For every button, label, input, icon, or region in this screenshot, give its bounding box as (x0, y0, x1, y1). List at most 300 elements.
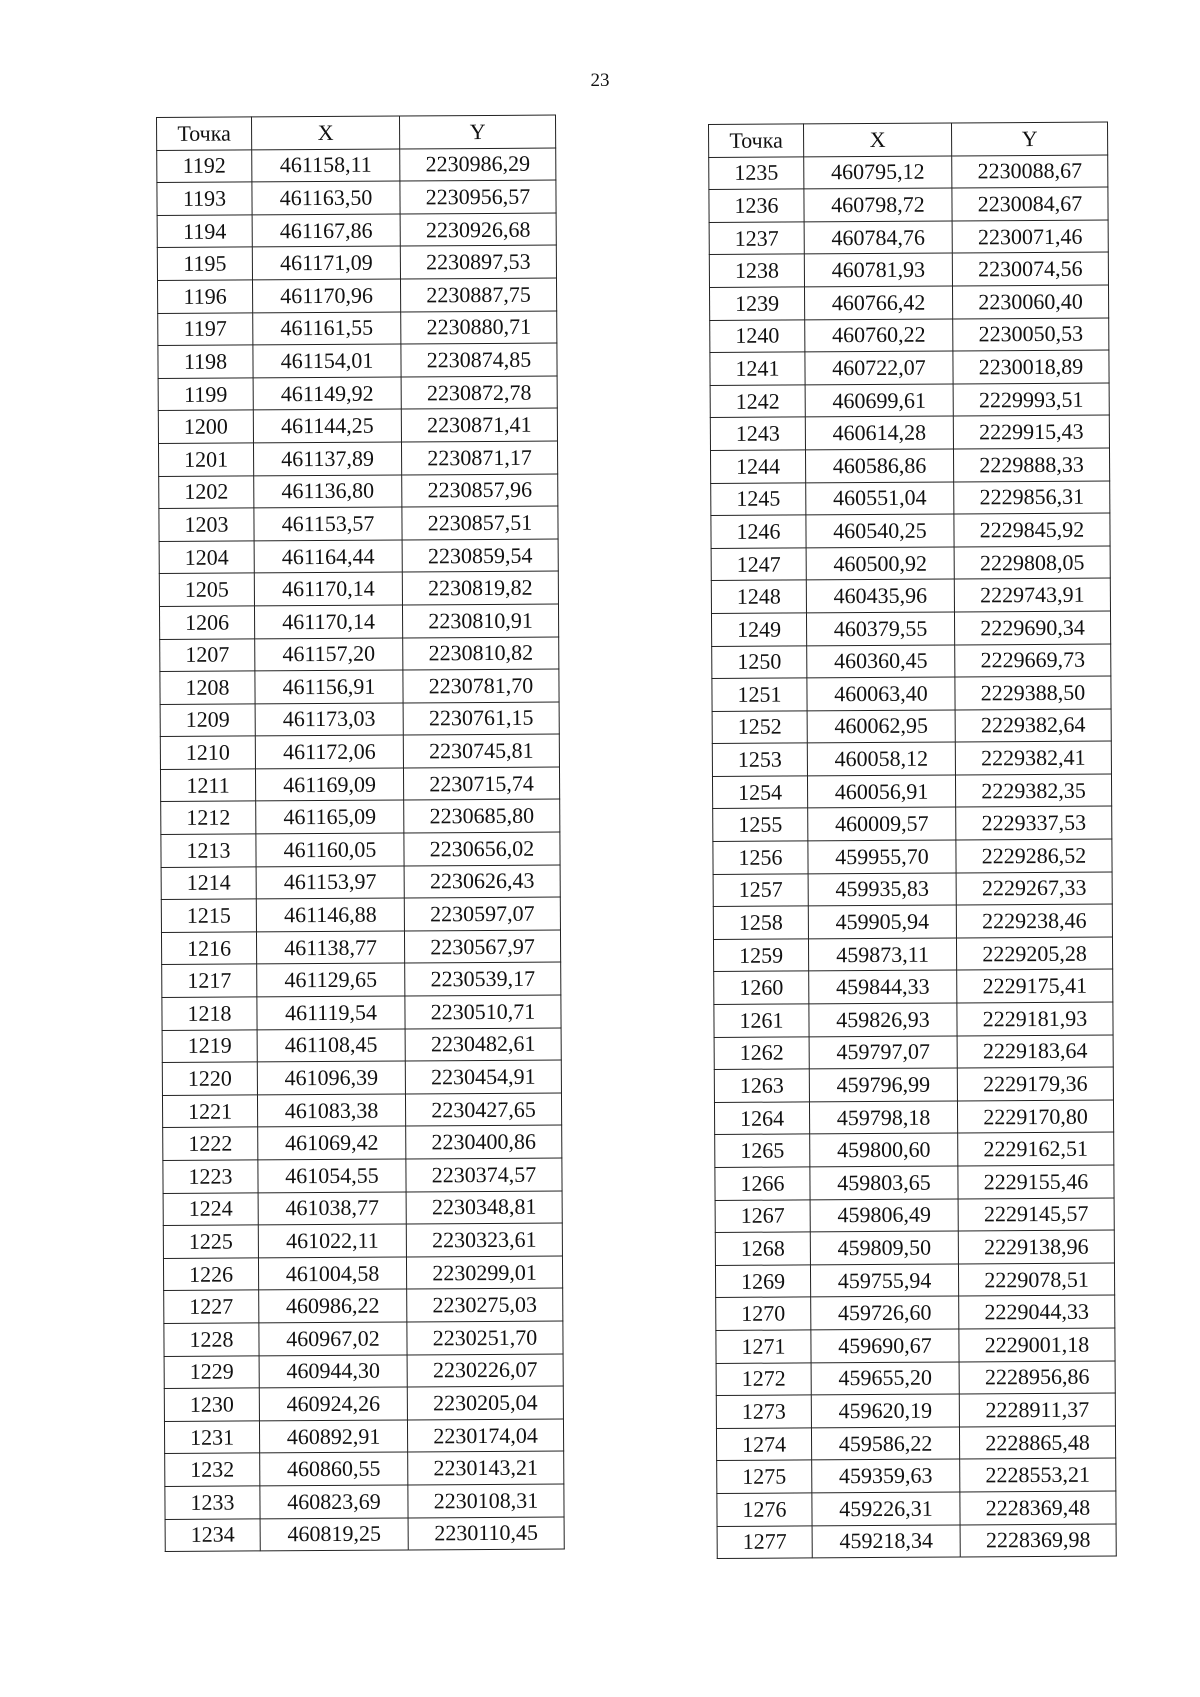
table-row (164, 1288, 563, 1323)
y-coordinate-cell: 2230872,78 (401, 376, 557, 410)
point-cell: 1215 (161, 899, 256, 932)
x-coordinate-cell: 461054,55 (258, 1159, 406, 1192)
table-row (713, 904, 1112, 939)
header-y: Y (399, 115, 555, 149)
y-coordinate-cell: 2230715,74 (403, 767, 559, 801)
x-coordinate-cell: 460379,55 (806, 612, 954, 645)
point-cell: 1228 (164, 1323, 259, 1356)
table-row (161, 832, 560, 867)
y-coordinate-cell: 2229845,92 (954, 513, 1110, 547)
y-coordinate-cell: 2228369,48 (960, 1491, 1116, 1525)
point-cell: 1195 (157, 247, 252, 280)
y-coordinate-cell: 2230810,82 (403, 637, 559, 671)
x-coordinate-cell: 460924,26 (259, 1387, 407, 1420)
table-row (160, 637, 559, 672)
table-row (163, 1125, 562, 1160)
table-row (159, 474, 558, 509)
x-coordinate-cell: 460892,91 (259, 1420, 407, 1453)
table-row (716, 1295, 1115, 1330)
x-coordinate-cell: 459798,18 (809, 1101, 957, 1134)
x-coordinate-cell: 461169,09 (255, 768, 403, 801)
point-cell: 1241 (710, 352, 805, 385)
x-coordinate-cell: 459826,93 (809, 1003, 957, 1036)
x-coordinate-cell: 461138,77 (256, 931, 404, 964)
y-coordinate-cell: 2229138,96 (958, 1230, 1114, 1264)
table-row (717, 1458, 1116, 1493)
y-coordinate-cell: 2230567,97 (404, 930, 560, 964)
x-coordinate-cell: 460823,69 (260, 1485, 408, 1518)
point-cell: 1213 (161, 834, 256, 867)
coordinates-table-right (708, 122, 1117, 1560)
point-cell: 1214 (161, 867, 256, 900)
y-coordinate-cell: 2230275,03 (407, 1288, 563, 1322)
header-y: Y (951, 122, 1107, 156)
table-row (717, 1524, 1116, 1559)
point-cell: 1255 (713, 808, 808, 841)
table-row (716, 1426, 1115, 1461)
x-coordinate-cell: 461146,88 (256, 898, 404, 931)
point-cell: 1265 (715, 1134, 810, 1167)
table-row (163, 1223, 562, 1258)
point-cell: 1197 (158, 312, 253, 345)
y-coordinate-cell: 2230074,56 (952, 252, 1108, 286)
x-coordinate-cell: 459803,65 (810, 1166, 958, 1199)
point-cell: 1218 (162, 997, 257, 1030)
table-row (163, 1158, 562, 1193)
y-coordinate-cell: 2229856,31 (954, 481, 1110, 515)
y-coordinate-cell: 2229888,33 (953, 448, 1109, 482)
x-coordinate-cell: 459690,67 (811, 1329, 959, 1362)
y-coordinate-cell: 2230454,91 (405, 1060, 561, 1094)
y-coordinate-cell: 2230857,96 (402, 474, 558, 508)
point-cell: 1222 (163, 1127, 258, 1160)
point-cell: 1233 (165, 1486, 260, 1519)
point-cell: 1227 (164, 1290, 259, 1323)
y-coordinate-cell: 2229388,50 (955, 676, 1111, 710)
table-row (163, 1256, 562, 1291)
x-coordinate-cell: 459797,07 (809, 1036, 957, 1069)
x-coordinate-cell: 460986,22 (259, 1289, 407, 1322)
y-coordinate-cell: 2228956,86 (959, 1361, 1115, 1395)
x-coordinate-cell: 459806,49 (810, 1199, 958, 1232)
point-cell: 1220 (162, 1062, 257, 1095)
point-cell: 1216 (161, 932, 256, 965)
x-coordinate-cell: 461156,91 (255, 670, 403, 703)
table-row (711, 546, 1110, 581)
point-cell: 1224 (163, 1192, 258, 1225)
point-cell: 1194 (157, 215, 252, 248)
y-coordinate-cell: 2229162,51 (958, 1132, 1114, 1166)
point-cell: 1207 (160, 638, 255, 671)
y-coordinate-cell: 2230897,53 (400, 245, 556, 279)
point-cell: 1273 (716, 1395, 811, 1428)
x-coordinate-cell: 460699,61 (805, 384, 953, 417)
point-cell: 1254 (712, 776, 807, 809)
table-row (158, 408, 557, 443)
table-row (161, 800, 560, 835)
point-cell: 1234 (165, 1518, 260, 1551)
point-cell: 1243 (710, 417, 805, 450)
table-row (715, 1263, 1114, 1298)
point-cell: 1264 (714, 1102, 809, 1135)
x-coordinate-cell: 459844,33 (809, 970, 957, 1003)
point-cell: 1202 (159, 475, 254, 508)
table-row (157, 278, 556, 313)
table-row (160, 767, 559, 802)
point-cell: 1200 (158, 410, 253, 443)
point-cell: 1256 (713, 841, 808, 874)
x-coordinate-cell: 461157,20 (255, 638, 403, 671)
table-row (712, 709, 1111, 744)
table-row (712, 774, 1111, 809)
y-coordinate-cell: 2229743,91 (954, 578, 1110, 612)
x-coordinate-cell: 461161,55 (253, 312, 401, 345)
table-row (165, 1484, 564, 1519)
y-coordinate-cell: 2230597,07 (404, 897, 560, 931)
table-row (712, 644, 1111, 679)
table-row (709, 252, 1108, 287)
x-coordinate-cell: 461137,89 (253, 442, 401, 475)
table-row (165, 1451, 564, 1486)
point-cell: 1240 (710, 319, 805, 352)
table-row (711, 611, 1110, 646)
table-row (715, 1132, 1114, 1167)
y-coordinate-cell: 2228911,37 (959, 1393, 1115, 1427)
point-cell: 1252 (712, 711, 807, 744)
x-coordinate-cell: 459935,83 (808, 873, 956, 906)
y-coordinate-cell: 2229669,73 (955, 644, 1111, 678)
x-coordinate-cell: 461144,25 (253, 409, 401, 442)
table-row (709, 155, 1108, 190)
x-coordinate-cell: 461171,09 (252, 246, 400, 279)
coordinates-table-left (156, 115, 565, 1553)
y-coordinate-cell: 2230050,53 (953, 318, 1109, 352)
x-coordinate-cell: 461167,86 (252, 214, 400, 247)
y-coordinate-cell: 2229382,64 (955, 709, 1111, 743)
y-coordinate-cell: 2230482,61 (405, 1028, 561, 1062)
x-coordinate-cell: 460058,12 (807, 742, 955, 775)
point-cell: 1246 (711, 515, 806, 548)
table-row (158, 311, 557, 346)
y-coordinate-cell: 2230348,81 (406, 1191, 562, 1225)
table-row (159, 539, 558, 574)
table-row (158, 376, 557, 411)
y-coordinate-cell: 2229170,80 (957, 1100, 1113, 1134)
point-cell: 1270 (716, 1297, 811, 1330)
x-coordinate-cell: 461119,54 (257, 996, 405, 1029)
point-cell: 1251 (712, 678, 807, 711)
point-cell: 1274 (716, 1428, 811, 1461)
x-coordinate-cell: 460795,12 (804, 156, 952, 189)
x-coordinate-cell: 461108,45 (257, 1029, 405, 1062)
point-cell: 1237 (709, 222, 804, 255)
header-point: Точка (157, 117, 252, 150)
y-coordinate-cell: 2230400,86 (406, 1125, 562, 1159)
y-coordinate-cell: 2230084,67 (952, 187, 1108, 221)
table-row (161, 930, 560, 965)
x-coordinate-cell: 461163,50 (252, 181, 400, 214)
table-row (160, 734, 559, 769)
point-cell: 1232 (165, 1453, 260, 1486)
table-row (159, 604, 558, 639)
x-coordinate-cell: 459873,11 (808, 938, 956, 971)
y-coordinate-cell: 2230108,31 (408, 1484, 564, 1518)
x-coordinate-cell: 461170,14 (254, 572, 402, 605)
y-coordinate-cell: 2230205,04 (407, 1386, 563, 1420)
y-coordinate-cell: 2230874,85 (401, 343, 557, 377)
table-row (709, 285, 1108, 320)
table-row (710, 350, 1109, 385)
x-coordinate-cell: 461038,77 (258, 1192, 406, 1225)
point-cell: 1236 (709, 189, 804, 222)
x-coordinate-cell: 460614,28 (805, 416, 953, 449)
y-coordinate-cell: 2230745,81 (403, 734, 559, 768)
x-coordinate-cell: 460819,25 (260, 1518, 408, 1551)
point-cell: 1260 (714, 971, 809, 1004)
table-row (162, 962, 561, 997)
x-coordinate-cell: 459620,19 (811, 1394, 959, 1427)
y-coordinate-cell: 2229155,46 (958, 1165, 1114, 1199)
point-cell: 1192 (157, 150, 252, 183)
point-cell: 1262 (714, 1037, 809, 1070)
header-x: X (804, 123, 952, 156)
table-row (711, 578, 1110, 613)
x-coordinate-cell: 461154,01 (253, 344, 401, 377)
x-coordinate-cell: 459726,60 (811, 1296, 959, 1329)
x-coordinate-cell: 460784,76 (804, 221, 952, 254)
point-cell: 1259 (713, 939, 808, 972)
x-coordinate-cell: 461173,03 (255, 703, 403, 736)
y-coordinate-cell: 2230880,71 (401, 311, 557, 345)
x-coordinate-cell: 460435,96 (806, 579, 954, 612)
x-coordinate-cell: 461165,09 (256, 800, 404, 833)
table-row (710, 448, 1109, 483)
point-cell: 1223 (163, 1160, 258, 1193)
point-cell: 1267 (715, 1199, 810, 1232)
point-cell: 1201 (158, 443, 253, 476)
table-row (709, 220, 1108, 255)
y-coordinate-cell: 2230781,70 (403, 669, 559, 703)
y-coordinate-cell: 2230143,21 (408, 1451, 564, 1485)
x-coordinate-cell: 460766,42 (804, 286, 952, 319)
point-cell: 1206 (159, 606, 254, 639)
point-cell: 1221 (162, 1095, 257, 1128)
table-header-row (709, 122, 1108, 157)
y-coordinate-cell: 2229238,46 (956, 904, 1112, 938)
y-coordinate-cell: 2229175,41 (957, 969, 1113, 1003)
table-row (159, 571, 558, 606)
y-coordinate-cell: 2230018,89 (953, 350, 1109, 384)
y-coordinate-cell: 2230539,17 (405, 962, 561, 996)
table-row (714, 1100, 1113, 1135)
point-cell: 1258 (713, 906, 808, 939)
x-coordinate-cell: 461022,11 (258, 1224, 406, 1257)
x-coordinate-cell: 461160,05 (256, 833, 404, 866)
x-coordinate-cell: 460586,86 (805, 449, 953, 482)
x-coordinate-cell: 460551,04 (806, 482, 954, 515)
x-coordinate-cell: 459226,31 (812, 1492, 960, 1525)
x-coordinate-cell: 459800,60 (810, 1133, 958, 1166)
x-coordinate-cell: 461129,65 (257, 963, 405, 996)
x-coordinate-cell: 459755,94 (810, 1264, 958, 1297)
y-coordinate-cell: 2230626,43 (404, 865, 560, 899)
y-coordinate-cell: 2230685,80 (404, 800, 560, 834)
x-coordinate-cell: 460009,57 (808, 807, 956, 840)
table-row (710, 415, 1109, 450)
point-cell: 1253 (712, 743, 807, 776)
y-coordinate-cell: 2230871,17 (401, 441, 557, 475)
y-coordinate-cell: 2230060,40 (952, 285, 1108, 319)
table-row (713, 807, 1112, 842)
table-row (164, 1354, 563, 1389)
x-coordinate-cell: 461158,11 (252, 149, 400, 182)
x-coordinate-cell: 461170,96 (252, 279, 400, 312)
x-coordinate-cell: 460056,91 (807, 775, 955, 808)
table-row (161, 897, 560, 932)
x-coordinate-cell: 461004,58 (258, 1257, 406, 1290)
x-coordinate-cell: 459586,22 (811, 1427, 959, 1460)
x-coordinate-cell: 461153,57 (254, 507, 402, 540)
x-coordinate-cell: 459796,99 (809, 1068, 957, 1101)
point-cell: 1219 (162, 1030, 257, 1063)
y-coordinate-cell: 2230857,51 (402, 506, 558, 540)
y-coordinate-cell: 2229044,33 (959, 1295, 1115, 1329)
point-cell: 1239 (709, 287, 804, 320)
point-cell: 1198 (158, 345, 253, 378)
table-row (717, 1491, 1116, 1526)
y-coordinate-cell: 2230926,68 (400, 213, 556, 247)
x-coordinate-cell: 460860,55 (260, 1452, 408, 1485)
table-row (716, 1361, 1115, 1396)
point-cell: 1203 (159, 508, 254, 541)
x-coordinate-cell: 460944,30 (259, 1355, 407, 1388)
x-coordinate-cell: 460062,95 (807, 710, 955, 743)
y-coordinate-cell: 2228369,98 (960, 1524, 1116, 1558)
y-coordinate-cell: 2230299,01 (406, 1256, 562, 1290)
table-row (164, 1386, 563, 1421)
point-cell: 1208 (160, 671, 255, 704)
point-cell: 1244 (710, 450, 805, 483)
y-coordinate-cell: 2230887,75 (400, 278, 556, 312)
y-coordinate-cell: 2230819,82 (402, 571, 558, 605)
point-cell: 1275 (717, 1460, 812, 1493)
x-coordinate-cell: 461149,92 (253, 377, 401, 410)
point-cell: 1257 (713, 874, 808, 907)
point-cell: 1245 (711, 482, 806, 515)
table-row (715, 1230, 1114, 1265)
point-cell: 1248 (711, 580, 806, 613)
table-row (157, 180, 556, 215)
point-cell: 1242 (710, 385, 805, 418)
point-cell: 1238 (709, 254, 804, 287)
point-cell: 1263 (714, 1069, 809, 1102)
point-cell: 1196 (157, 280, 252, 313)
point-cell: 1249 (711, 613, 806, 646)
table-row (158, 441, 557, 476)
x-coordinate-cell: 459905,94 (808, 905, 956, 938)
point-cell: 1266 (715, 1167, 810, 1200)
table-row (714, 1002, 1113, 1037)
table-row (162, 1093, 561, 1128)
y-coordinate-cell: 2230088,67 (952, 155, 1108, 189)
table-row (162, 995, 561, 1030)
y-coordinate-cell: 2228865,48 (959, 1426, 1115, 1460)
point-cell: 1193 (157, 182, 252, 215)
x-coordinate-cell: 461164,44 (254, 540, 402, 573)
table-row (163, 1191, 562, 1226)
point-cell: 1204 (159, 541, 254, 574)
table-row (715, 1165, 1114, 1200)
table-row (158, 343, 557, 378)
x-coordinate-cell: 461170,14 (254, 605, 402, 638)
x-coordinate-cell: 461136,80 (254, 475, 402, 508)
x-coordinate-cell: 459809,50 (810, 1231, 958, 1264)
table-row (161, 865, 560, 900)
y-coordinate-cell: 2230226,07 (407, 1354, 563, 1388)
point-cell: 1247 (711, 548, 806, 581)
y-coordinate-cell: 2229286,52 (956, 839, 1112, 873)
y-coordinate-cell: 2230859,54 (402, 539, 558, 573)
table-row (711, 513, 1110, 548)
table-row (162, 1060, 561, 1095)
table-row (712, 676, 1111, 711)
table-row (164, 1419, 563, 1454)
y-coordinate-cell: 2229179,36 (957, 1067, 1113, 1101)
x-coordinate-cell: 460781,93 (804, 253, 952, 286)
point-cell: 1250 (712, 645, 807, 678)
y-coordinate-cell: 2230986,29 (400, 148, 556, 182)
y-coordinate-cell: 2230251,70 (407, 1321, 563, 1355)
y-coordinate-cell: 2230174,04 (407, 1419, 563, 1453)
x-coordinate-cell: 459218,34 (812, 1525, 960, 1558)
table-row (709, 187, 1108, 222)
point-cell: 1225 (163, 1225, 258, 1258)
table-row (157, 213, 556, 248)
x-coordinate-cell: 460798,72 (804, 188, 952, 221)
x-coordinate-cell: 460540,25 (806, 514, 954, 547)
point-cell: 1229 (164, 1355, 259, 1388)
y-coordinate-cell: 2230871,41 (401, 408, 557, 442)
y-coordinate-cell: 2229808,05 (954, 546, 1110, 580)
table-row (714, 1067, 1113, 1102)
y-coordinate-cell: 2230956,57 (400, 180, 556, 214)
table-row (710, 318, 1109, 353)
point-cell: 1276 (717, 1493, 812, 1526)
point-cell: 1217 (162, 964, 257, 997)
table-row (714, 1035, 1113, 1070)
point-cell: 1231 (164, 1421, 259, 1454)
point-cell: 1235 (709, 157, 804, 190)
y-coordinate-cell: 2229993,51 (953, 383, 1109, 417)
point-cell: 1199 (158, 378, 253, 411)
point-cell: 1212 (161, 801, 256, 834)
y-coordinate-cell: 2229337,53 (956, 807, 1112, 841)
table-header-row (157, 115, 556, 150)
x-coordinate-cell: 460760,22 (805, 319, 953, 352)
y-coordinate-cell: 2229181,93 (957, 1002, 1113, 1036)
y-coordinate-cell: 2229267,33 (956, 872, 1112, 906)
y-coordinate-cell: 2229915,43 (953, 415, 1109, 449)
point-cell: 1209 (160, 704, 255, 737)
table-row (160, 669, 559, 704)
point-cell: 1210 (160, 736, 255, 769)
y-coordinate-cell: 2230323,61 (406, 1223, 562, 1257)
table-row (715, 1198, 1114, 1233)
y-coordinate-cell: 2229001,18 (959, 1328, 1115, 1362)
point-cell: 1230 (164, 1388, 259, 1421)
y-coordinate-cell: 2228553,21 (960, 1458, 1116, 1492)
x-coordinate-cell: 461153,97 (256, 866, 404, 899)
